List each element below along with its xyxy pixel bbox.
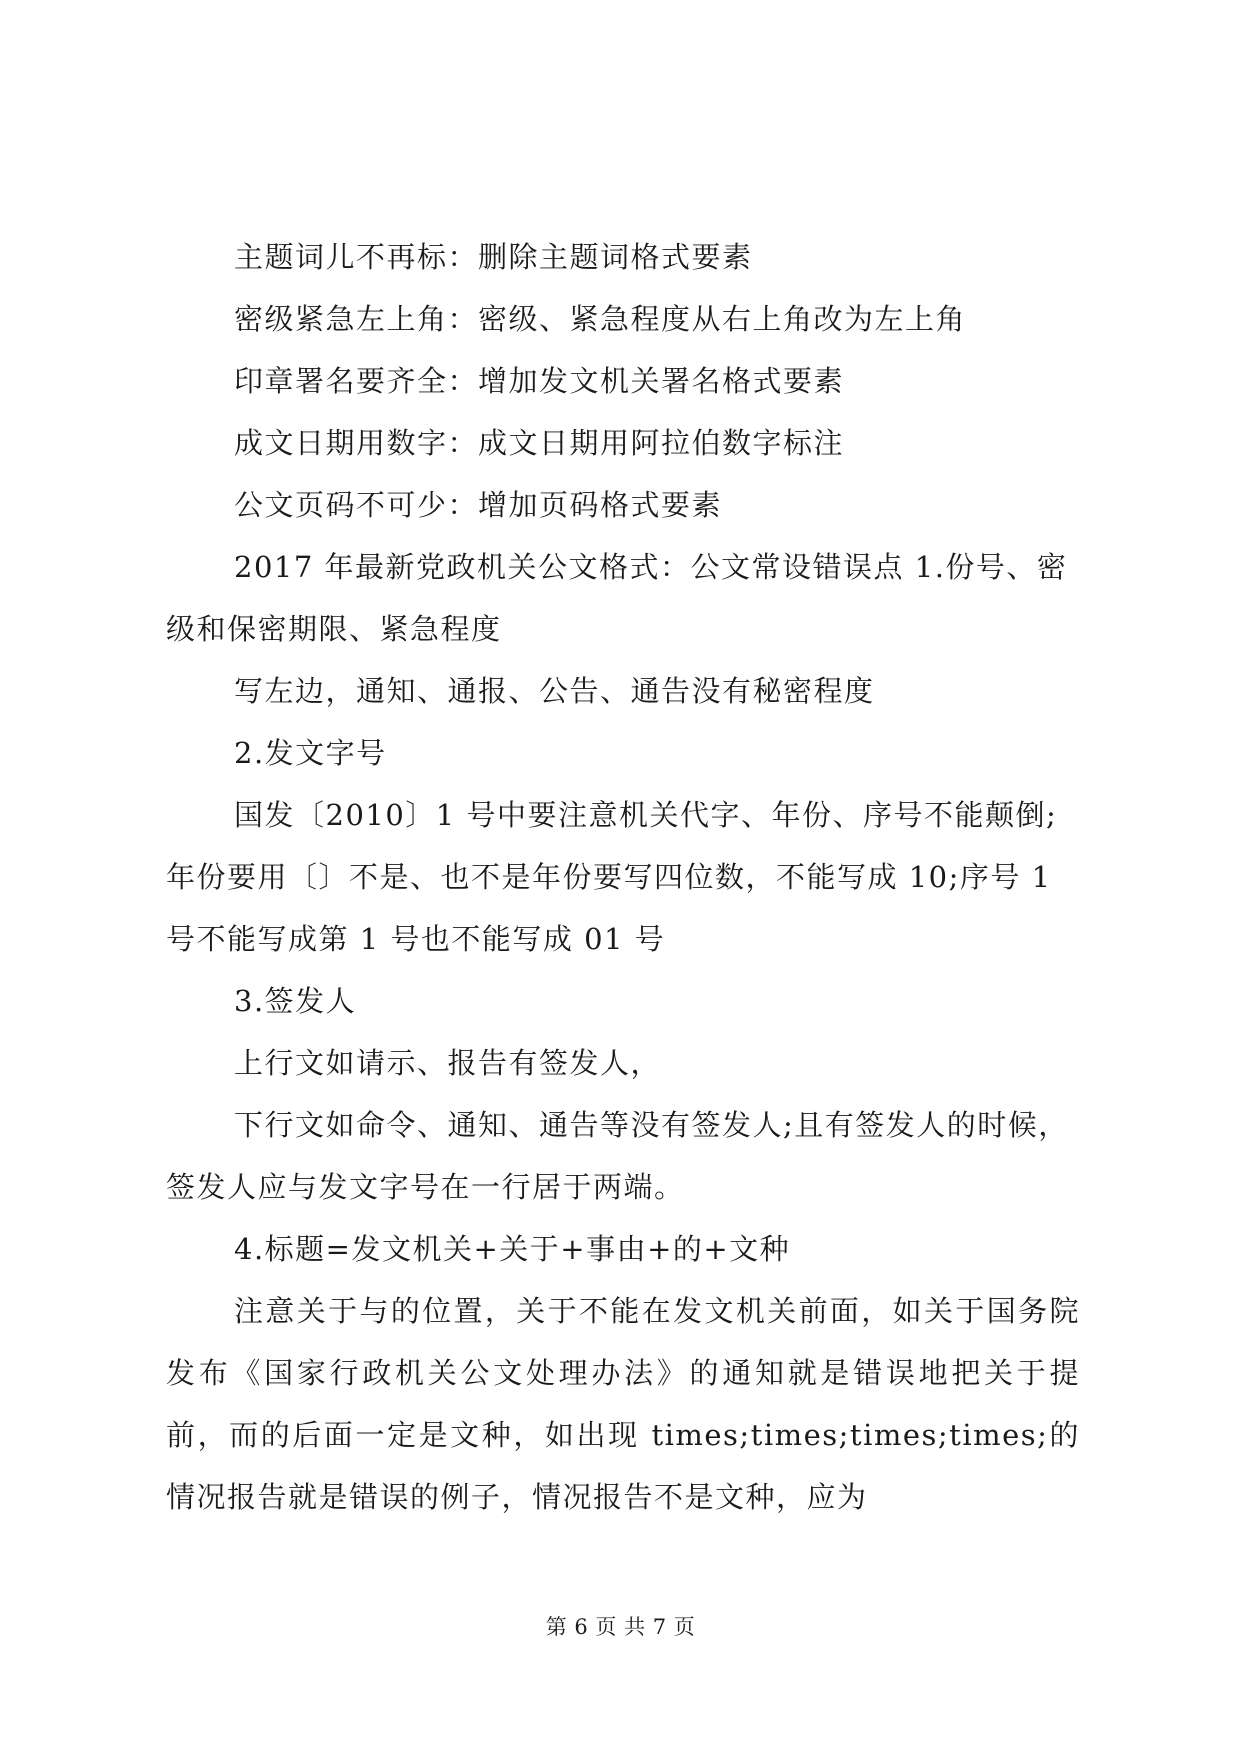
paragraph-title-notes: 注意关于与的位置，关于不能在发文机关前面，如关于国务院发布《国家行政机关公文处理办法》的通知就是错误地把关于提前，而的后面一定是文种，如出现 times;times;times;times;的情况报告就是错误的例子，情况报告不是文种，应为 bbox=[166, 1294, 1080, 1514]
paragraph-upward-documents: 上行文如请示、报告有签发人， bbox=[234, 1046, 662, 1080]
paragraph-left-side-rule: 写左边，通知、通报、公告、通告没有秘密程度 bbox=[234, 674, 875, 708]
paragraph-document-number-rules: 国发〔2010〕1 号中要注意机关代字、年份、序号不能颠倒;年份要用〔〕不是、也不是年份要写四位数，不能写成 10;序号 1 号不能写成第 1 号也不能写成 01 号 bbox=[166, 798, 1058, 956]
paragraph-page-number: 公文页码不可少：增加页码格式要素 bbox=[234, 488, 723, 522]
paragraph-seal-signature: 印章署名要齐全：增加发文机关署名格式要素 bbox=[234, 364, 845, 398]
paragraph-theme-words: 主题词儿不再标：删除主题词格式要素 bbox=[234, 240, 753, 274]
paragraph-downward-documents: 下行文如命令、通知、通告等没有签发人;且有签发人的时候，签发人应与发文字号在一行居于两端。 bbox=[166, 1108, 1069, 1204]
heading-signer: 3.签发人 bbox=[234, 984, 357, 1018]
heading-document-number: 2.发文字号 bbox=[234, 736, 387, 770]
document-body bbox=[166, 226, 1080, 1528]
paragraph-issue-date: 成文日期用数字：成文日期用阿拉伯数字标注 bbox=[234, 426, 845, 460]
paragraph-common-errors-intro: 2017 年最新党政机关公文格式：公文常设错误点 1.份号、密级和保密期限、紧急程度 bbox=[166, 550, 1068, 646]
heading-title-format: 4.标题=发文机关+关于+事由+的+文种 bbox=[234, 1232, 791, 1266]
paragraph-classification-position: 密级紧急左上角：密级、紧急程度从右上角改为左上角 bbox=[234, 302, 967, 336]
page-footer: 第 6 页 共 7 页 bbox=[545, 1615, 696, 1639]
